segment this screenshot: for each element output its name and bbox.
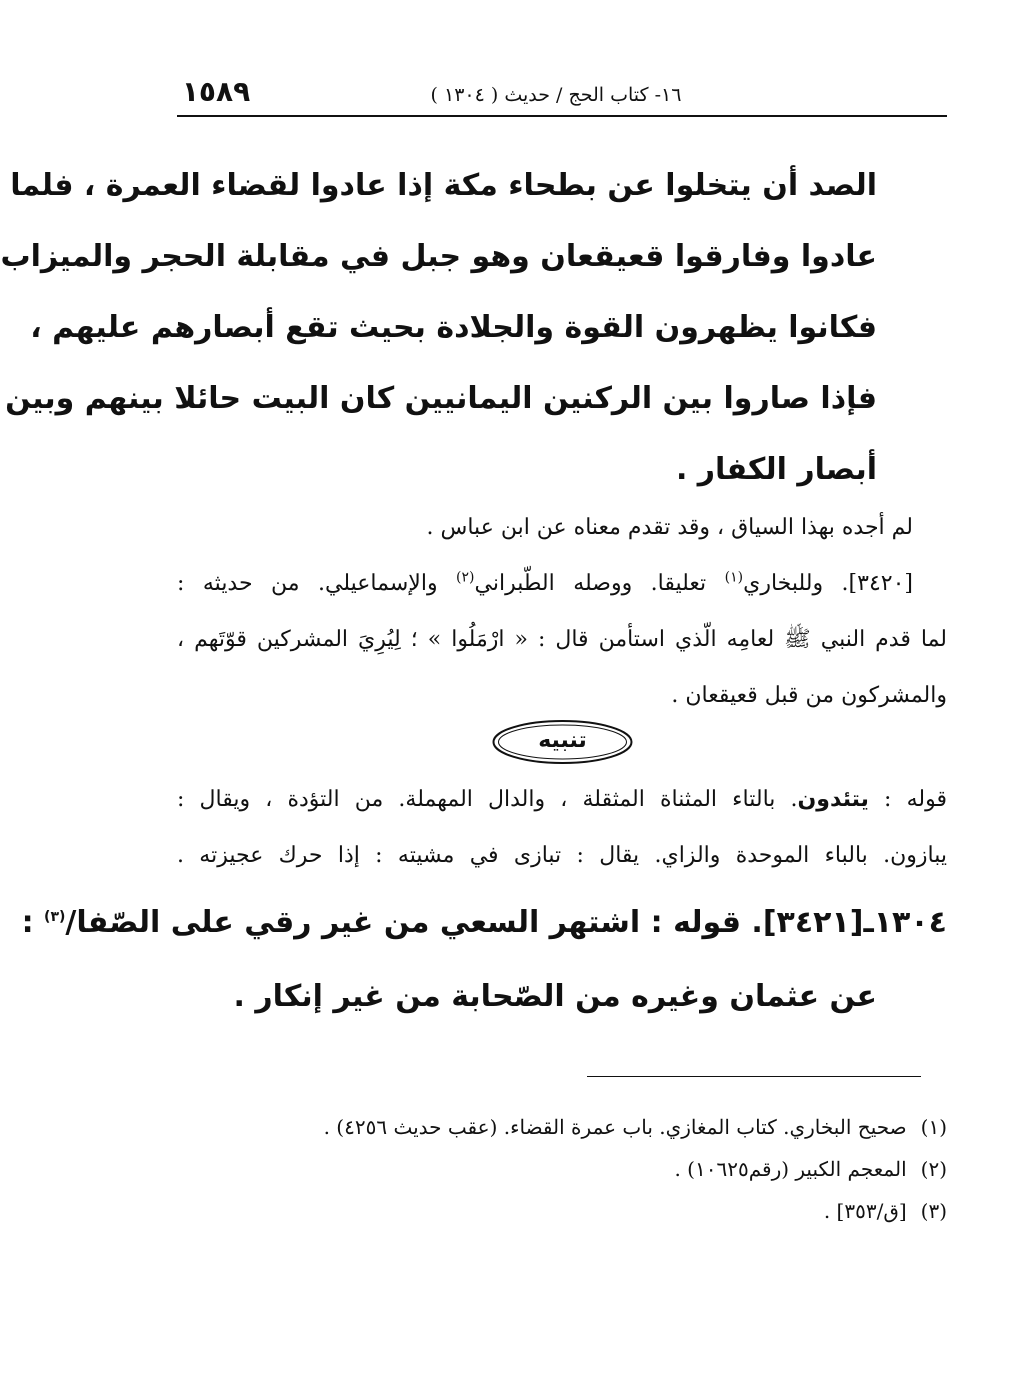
commentary-line: والمشركون من قبل قعيقعان .: [671, 683, 947, 708]
notice-label: تنبيه: [538, 728, 587, 753]
hadith-text: :: [21, 905, 45, 940]
main-text: [0, 150, 877, 505]
note-line: يبازون. بالباء الموحدة والزاي. يقال : تبازى في مشيته : إذا حرك عجيزته .: [177, 843, 947, 868]
footnote: [177, 1190, 947, 1232]
commentary: [177, 500, 947, 724]
commentary-line: لما قدم النبي ﷺ لعامِه الّذي استأمن قال : « ارْمَلُوا » ؛ لِيُرِيَ المشركين قوّتَهم ،: [177, 627, 947, 652]
commentary-text: تعليقا. ووصله الطّبراني: [474, 571, 725, 596]
note-line: [177, 772, 947, 828]
hadith-entry: [21, 886, 947, 1034]
main-text-line: أبصار الكفار .: [675, 452, 877, 487]
footnote-number: (٣): [920, 1199, 947, 1223]
footnote-text: صحيح البخاري. كتاب المغازي. باب عمرة القضاء. (عقب حديث ٤٢٥٦) .: [323, 1115, 907, 1139]
notice-heading: [491, 718, 634, 766]
page-number: ١٥٨٩: [181, 75, 251, 108]
main-text-line: فإذا صاروا بين الركنين اليمانيين كان البيت حائلا بينهم وبين: [5, 381, 877, 416]
footnote: [177, 1148, 947, 1190]
glossed-word: يتئدون: [797, 787, 869, 812]
header-rule: [177, 115, 947, 117]
hadith-line: عن عثمان وغيره من الصّحابة من غير إنكار .: [233, 979, 877, 1014]
commentary-line: لم أجده بهذا السياق ، وقد تقدم معناه عن ابن عباس .: [426, 515, 913, 540]
footnotes: [177, 1106, 947, 1232]
footnote-ref: (٣): [44, 909, 66, 925]
main-text-line: الصد أن يتخلوا عن بطحاء مكة إذا عادوا لقضاء العمرة ، فلما: [10, 168, 877, 203]
footnote-rule: [587, 1076, 921, 1077]
note-text: قوله :: [868, 787, 947, 812]
commentary-text: [٣٤٢٠]. وللبخاري: [743, 571, 913, 596]
hadith-text: ١٣٠٤ـ[٣٤٢١]. قوله : اشتهر السعي من غير رقي على الصّفا/: [65, 905, 947, 940]
main-text-line: عادوا وفارقوا قعيقعان وهو جبل في مقابلة الحجر والميزاب: [0, 239, 877, 274]
footnote-ref: (١): [724, 569, 744, 586]
running-head: ١٦- كتاب الحج / حديث ( ١٣٠٤ ): [430, 84, 682, 106]
footnote-text: [ق/٣٥٣] .: [823, 1199, 907, 1223]
footnote-text: المعجم الكبير (رقم١٠٦٢٥) .: [674, 1157, 907, 1181]
footnote-number: (٢): [920, 1157, 947, 1181]
main-text-line: فكانوا يظهرون القوة والجلادة بحيث تقع أبصارهم عليهم ،: [30, 310, 877, 345]
note-text: . بالتاء المثناة المثقلة ، والدال المهملة. من التؤدة ، ويقال :: [177, 787, 798, 812]
hadith-line: [21, 886, 947, 960]
notes: [177, 772, 947, 884]
commentary-line: [177, 556, 947, 612]
commentary-text: والإسماعيلي. من حديثه :: [177, 571, 457, 596]
footnote-number: (١): [920, 1115, 947, 1139]
footnote: [177, 1106, 947, 1148]
footnote-ref: (٢): [456, 569, 475, 586]
